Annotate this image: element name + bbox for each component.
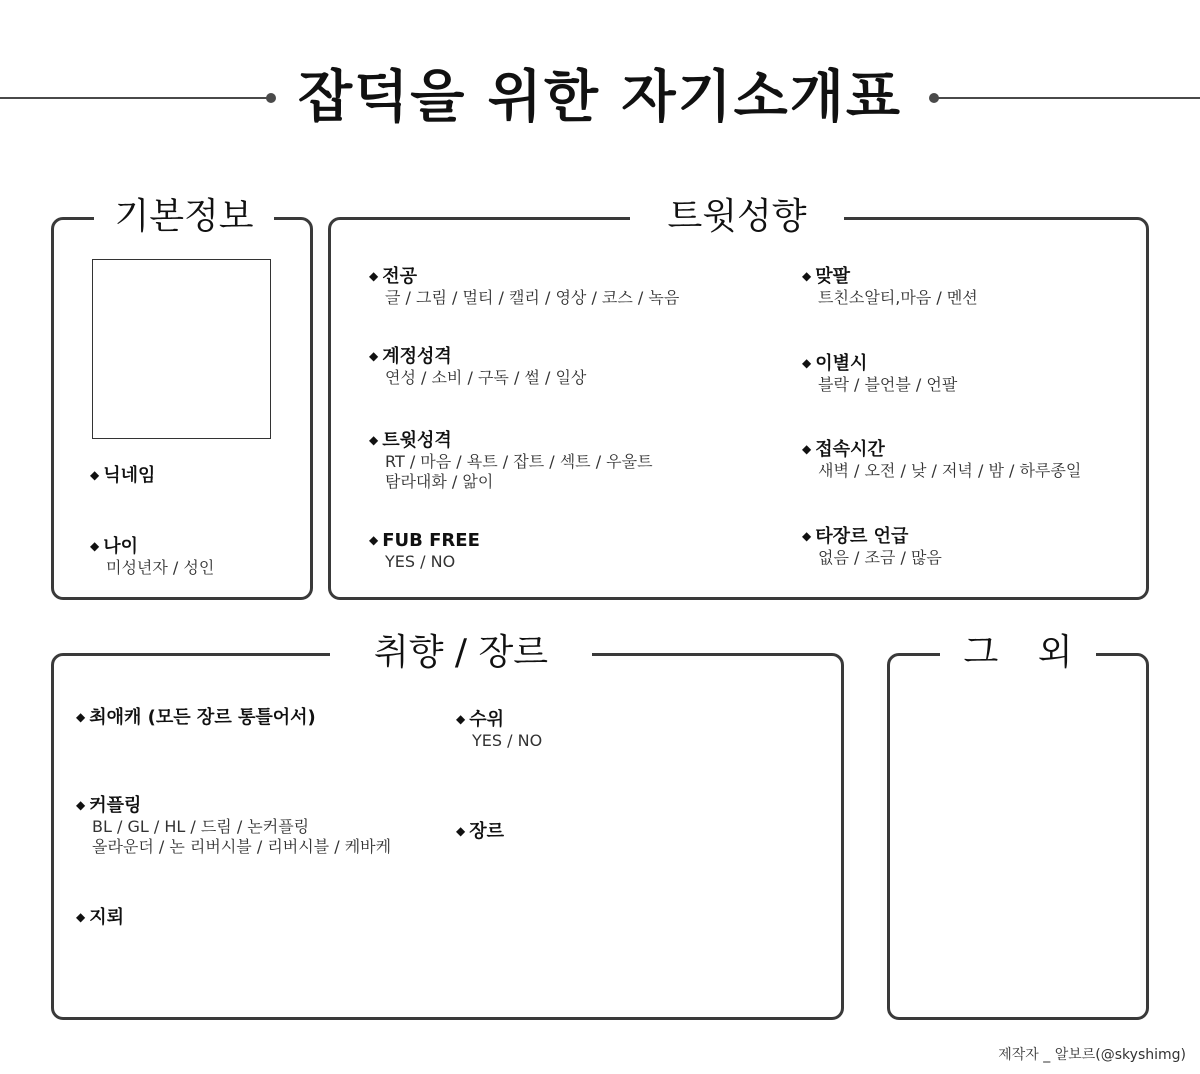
field-options: 없음 / 조금 / 많음 [818, 548, 942, 567]
field-options: 글 / 그림 / 멀티 / 캘리 / 영상 / 코스 / 녹음 [385, 288, 680, 307]
field-label: 지뢰 [89, 907, 125, 928]
creator-credit: 제작자 _ 알보르(@skyshimg) [998, 1047, 1186, 1063]
field-options: 미성년자 / 성인 [106, 558, 215, 577]
taste-genre-title: 취향 / 장르 [330, 630, 592, 676]
field-follow-back [802, 265, 978, 308]
field-landmine [76, 906, 124, 929]
field-options: 탐라대화 / 앎이 [385, 472, 494, 491]
field-options: RT / 마음 / 욕트 / 잡트 / 섹트 / 우울트 [385, 452, 653, 471]
diamond-icon: ◆ [90, 468, 100, 482]
field-age [90, 535, 214, 578]
field-label: 트윗성격 [382, 430, 452, 451]
field-options: BL / GL / HL / 드림 / 논커플링 [92, 817, 310, 836]
field-label: 나이 [103, 536, 139, 557]
field-on-parting [802, 352, 957, 395]
diamond-icon: ◆ [802, 269, 812, 283]
field-major [369, 265, 679, 308]
diamond-icon: ◆ [90, 539, 100, 553]
field-label: 장르 [469, 821, 505, 842]
field-online-time [802, 438, 1081, 481]
field-label: FUB FREE [382, 530, 480, 551]
field-options: 새벽 / 오전 / 낮 / 저녁 / 밤 / 하루종일 [818, 461, 1082, 480]
field-label: 타장르 언급 [815, 526, 909, 547]
field-coupling [76, 794, 391, 857]
other-box [887, 653, 1149, 1020]
title-rule-right [934, 97, 1200, 99]
diamond-icon: ◆ [456, 824, 466, 838]
field-label: 맞팔 [815, 266, 851, 287]
diamond-icon: ◆ [76, 910, 86, 924]
field-label: 닉네임 [103, 465, 156, 486]
field-rating [456, 708, 542, 751]
field-label: 계정성격 [382, 346, 452, 367]
field-options: 트친소알티,마음 / 멘션 [818, 288, 978, 307]
field-label: 접속시간 [815, 439, 885, 460]
field-label: 최애캐 (모든 장르 통틀어서) [89, 707, 316, 728]
diamond-icon: ◆ [802, 529, 812, 543]
field-nickname [90, 464, 155, 487]
diamond-icon: ◆ [802, 356, 812, 370]
basic-info-title: 기본정보 [94, 194, 274, 240]
diamond-icon: ◆ [76, 710, 86, 724]
diamond-icon: ◆ [76, 798, 86, 812]
other-title: 그 외 [940, 630, 1096, 676]
field-label: 이별시 [815, 353, 868, 374]
diamond-icon: ◆ [369, 349, 379, 363]
photo-frame [92, 259, 271, 439]
field-options: 연성 / 소비 / 구독 / 썰 / 일상 [385, 368, 587, 387]
field-genre [456, 820, 504, 843]
field-options: YES / NO [472, 731, 543, 750]
field-options: 블락 / 블언블 / 언팔 [818, 375, 958, 394]
page-title: 잡덕을 위한 자기소개표 [298, 65, 902, 130]
diamond-icon: ◆ [802, 442, 812, 456]
diamond-icon: ◆ [456, 712, 466, 726]
field-options: YES / NO [385, 552, 456, 571]
field-other-genre-mention [802, 525, 942, 568]
diamond-icon: ◆ [369, 269, 379, 283]
field-options: 올라운더 / 논 리버시블 / 리버시블 / 케바케 [92, 837, 392, 856]
field-tweet-type [369, 429, 653, 492]
field-fub-free [369, 529, 480, 572]
diamond-icon: ◆ [369, 533, 379, 547]
field-account-type [369, 345, 586, 388]
field-favorite-character [76, 706, 316, 729]
diamond-icon: ◆ [369, 433, 379, 447]
tweet-style-title: 트윗성향 [630, 194, 844, 240]
field-label: 커플링 [89, 795, 142, 816]
field-label: 전공 [382, 266, 418, 287]
field-label: 수위 [469, 709, 505, 730]
